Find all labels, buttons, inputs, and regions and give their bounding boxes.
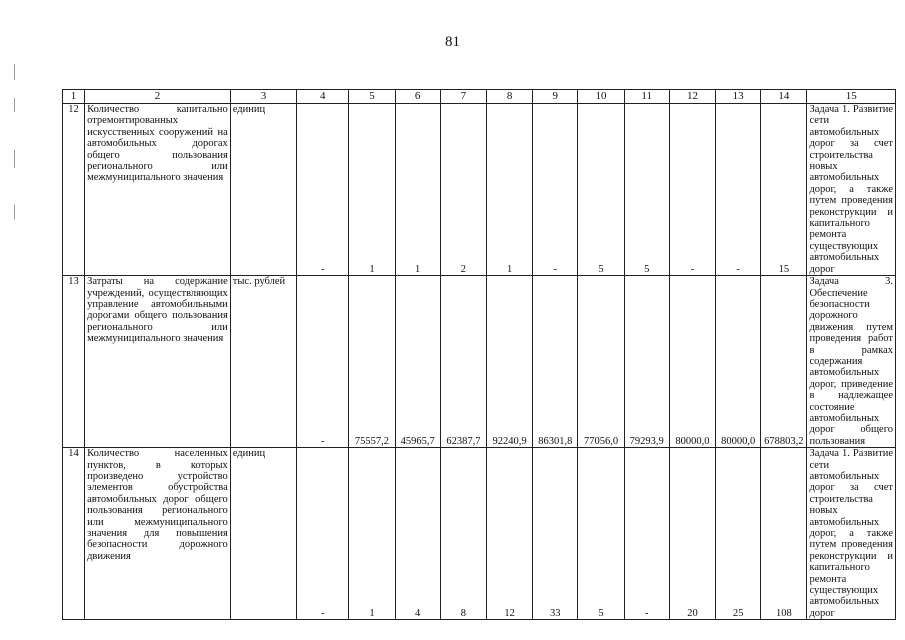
value-cell: - bbox=[297, 104, 349, 276]
value-cell: 1 bbox=[349, 448, 395, 620]
value-cell: 1 bbox=[349, 104, 395, 276]
header-cell: 10 bbox=[578, 90, 624, 104]
header-cell: 4 bbox=[297, 90, 349, 104]
goal-cell: Задача 1. Развитие сети автомобильных дорог за счет строительства новых автомобильных дорог, а также путем проведения реконструкции и капитального ремонта существующих автомобильных дорог bbox=[807, 448, 896, 620]
row-number: 12 bbox=[63, 104, 85, 276]
value-cell: 20 bbox=[669, 448, 715, 620]
value-cell: 8 bbox=[440, 448, 486, 620]
goal-cell: Задача 1. Развитие сети автомобильных дорог за счет строительства новых автомобильных дорог, а также путем проведения реконструкции и капитального ремонта существующих автомобильных дорог bbox=[807, 104, 896, 276]
header-cell: 13 bbox=[716, 90, 761, 104]
indicator-name: Количество капитально отремонтированных искусственных сооружений на автомобильных дорогах общего пользования регионального или межмуниципального значения bbox=[85, 104, 231, 276]
indicator-name: Затраты на содержание учреждений, осуществляющих управление автомобильными дорогами общего пользования регионального или межмуниципального значения bbox=[85, 276, 231, 448]
header-row bbox=[63, 90, 896, 104]
value-cell: - bbox=[297, 276, 349, 448]
header-cell: 5 bbox=[349, 90, 395, 104]
value-cell: - bbox=[297, 448, 349, 620]
indicator-name: Количество населенных пунктов, в которых произведено устройство элементов обустройства автомобильных дорог общего пользования регионального или межмуниципального значения для повышения безопасности дорожного движения bbox=[85, 448, 231, 620]
indicators-table bbox=[62, 89, 896, 620]
value-cell: 45965,7 bbox=[395, 276, 440, 448]
header-cell: 6 bbox=[395, 90, 440, 104]
value-cell: 92240,9 bbox=[486, 276, 532, 448]
total-cell: 15 bbox=[761, 104, 807, 276]
value-cell: 33 bbox=[533, 448, 578, 620]
value-cell: 75557,2 bbox=[349, 276, 395, 448]
margin-mark bbox=[14, 64, 15, 80]
goal-cell: Задача 3. Обеспечение безопасности дорожного движения путем проведения работ в рамках содержания автомобильных дорог, приведение в надлежащее состояние автомобильных дорог общего пользования bbox=[807, 276, 896, 448]
value-cell: - bbox=[669, 104, 715, 276]
header-cell: 1 bbox=[63, 90, 85, 104]
value-cell: - bbox=[533, 104, 578, 276]
value-cell: 25 bbox=[716, 448, 761, 620]
margin-mark bbox=[14, 205, 15, 219]
header-cell: 11 bbox=[624, 90, 669, 104]
value-cell: 80000,0 bbox=[716, 276, 761, 448]
table-row bbox=[63, 104, 896, 276]
value-cell: - bbox=[716, 104, 761, 276]
row-number: 13 bbox=[63, 276, 85, 448]
value-cell: - bbox=[624, 448, 669, 620]
page-number: 81 bbox=[445, 34, 460, 50]
value-cell: 79293,9 bbox=[624, 276, 669, 448]
value-cell: 5 bbox=[624, 104, 669, 276]
header-cell: 2 bbox=[85, 90, 231, 104]
total-cell: 108 bbox=[761, 448, 807, 620]
value-cell: 86301,8 bbox=[533, 276, 578, 448]
value-cell: 5 bbox=[578, 448, 624, 620]
value-cell: 2 bbox=[440, 104, 486, 276]
row-number: 14 bbox=[63, 448, 85, 620]
value-cell: 62387,7 bbox=[440, 276, 486, 448]
unit-cell: единиц bbox=[230, 104, 296, 276]
header-cell: 15 bbox=[807, 90, 896, 104]
header-cell: 12 bbox=[669, 90, 715, 104]
value-cell: 4 bbox=[395, 448, 440, 620]
header-cell: 8 bbox=[486, 90, 532, 104]
value-cell: 77056,0 bbox=[578, 276, 624, 448]
margin-mark bbox=[14, 98, 15, 112]
value-cell: 1 bbox=[486, 104, 532, 276]
header-cell: 7 bbox=[440, 90, 486, 104]
value-cell: 80000,0 bbox=[669, 276, 715, 448]
header-cell: 3 bbox=[230, 90, 296, 104]
value-cell: 1 bbox=[395, 104, 440, 276]
header-cell: 9 bbox=[533, 90, 578, 104]
value-cell: 5 bbox=[578, 104, 624, 276]
unit-cell: единиц bbox=[230, 448, 296, 620]
value-cell: 12 bbox=[486, 448, 532, 620]
header-cell: 14 bbox=[761, 90, 807, 104]
total-cell: 678803,2 bbox=[761, 276, 807, 448]
margin-mark bbox=[14, 150, 15, 168]
table-row bbox=[63, 448, 896, 620]
unit-cell: тыс. рублей bbox=[230, 276, 296, 448]
table-row bbox=[63, 276, 896, 448]
